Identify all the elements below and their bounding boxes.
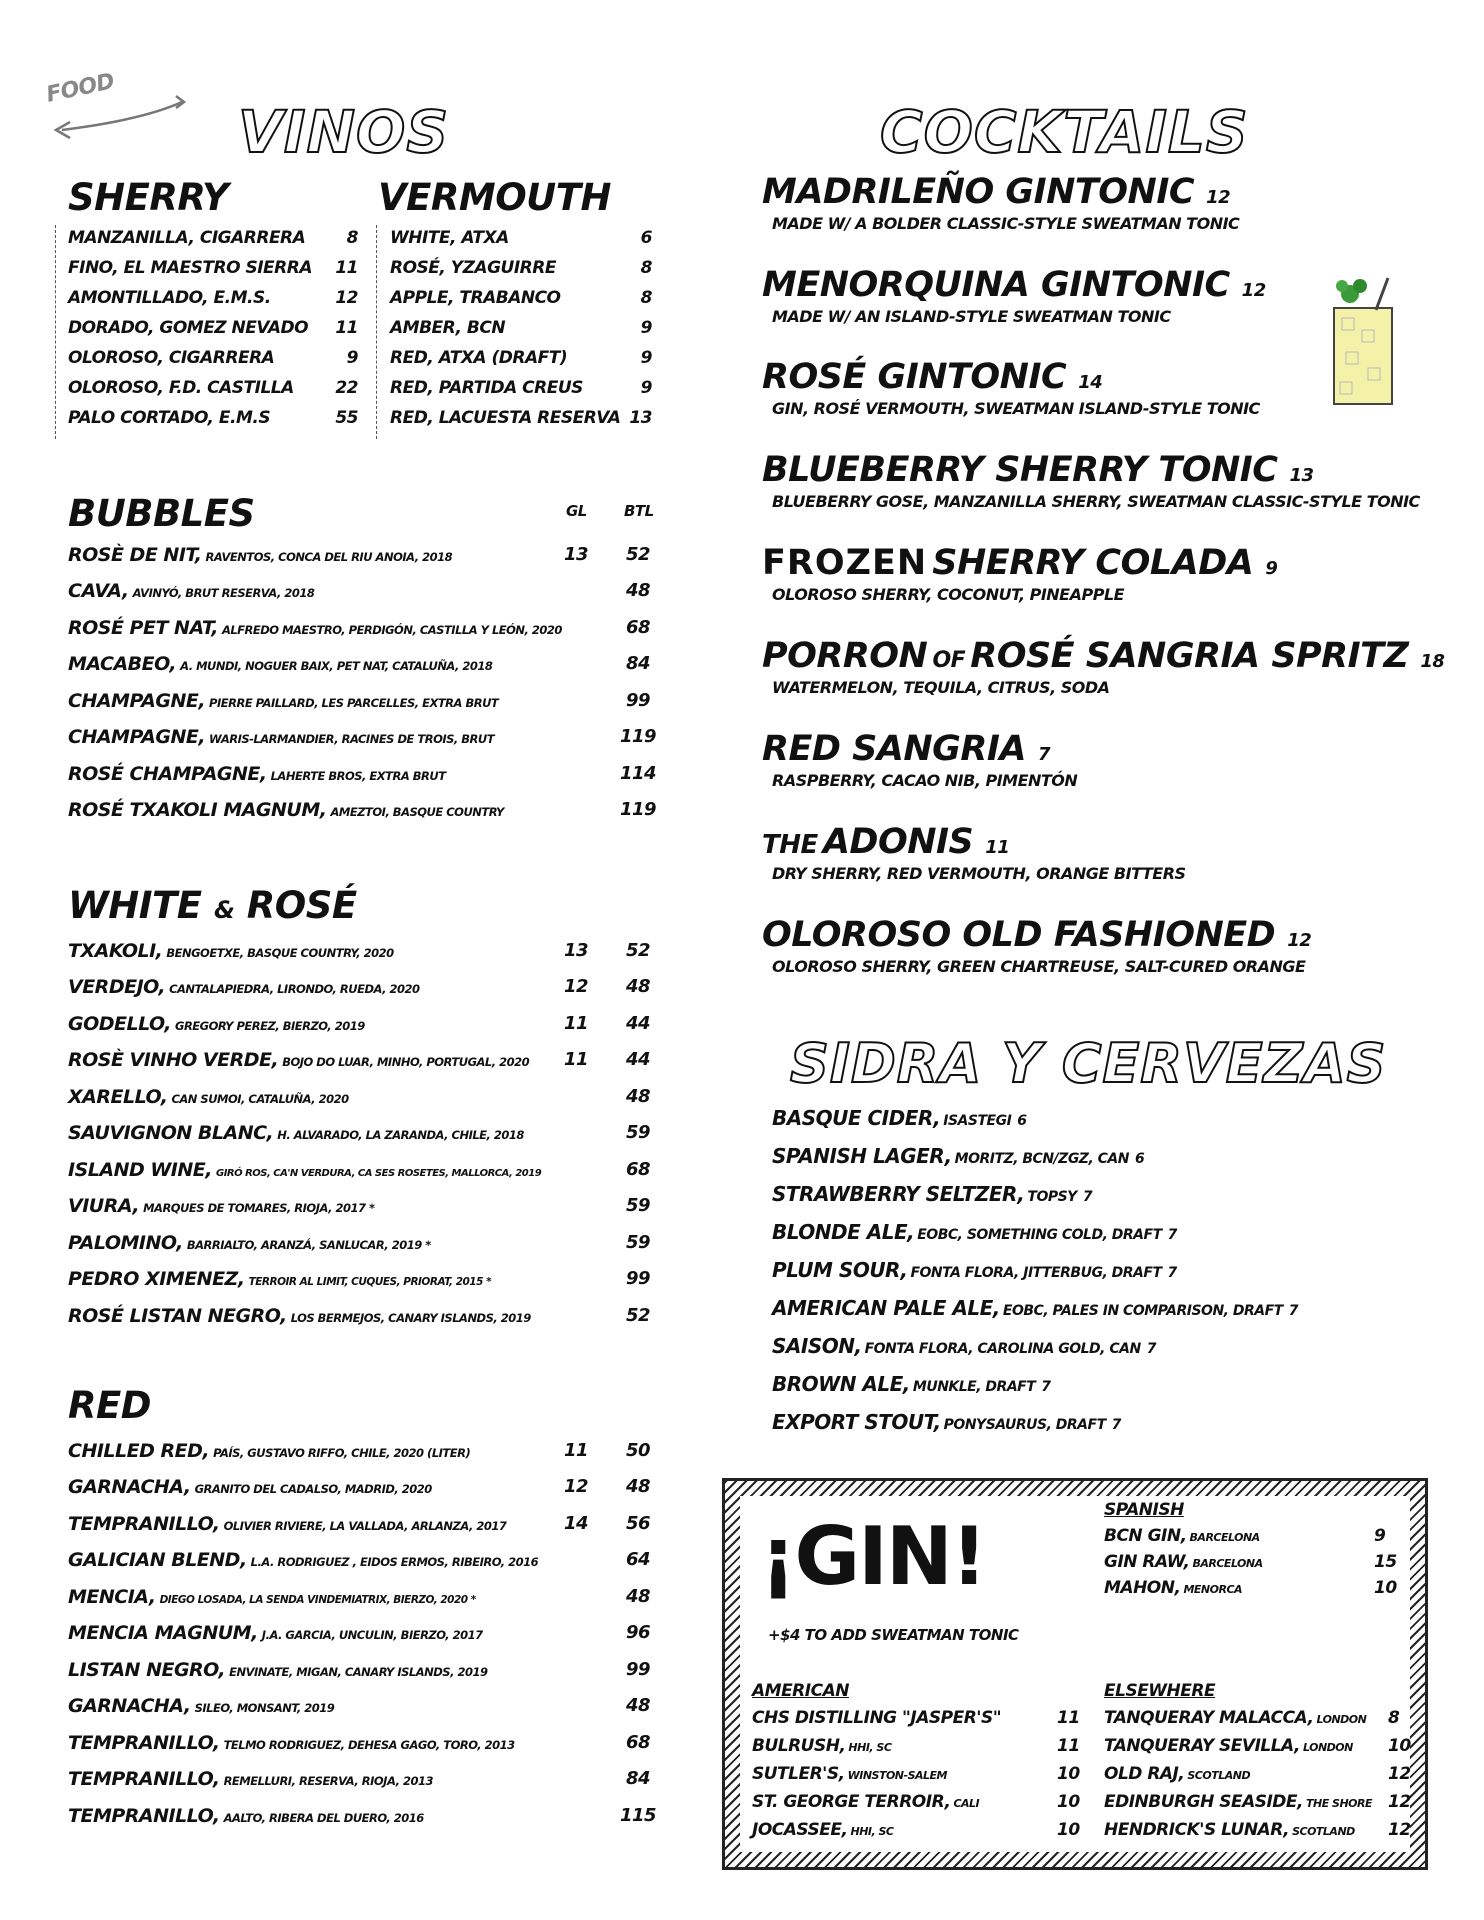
gin-tonic-glass-icon [1320, 272, 1410, 412]
list-item: SAUVIGNON BLANC, H. ALVARADO, LA ZARANDA, CHILE, 2018 59 [68, 1122, 651, 1144]
list-item: EDINBURGH SEASIDE, THE SHORE 12 [1104, 1792, 1411, 1812]
gin-elsewhere-title: ELSEWHERE [1104, 1681, 1216, 1701]
gin-spanish-title: SPANISH [1104, 1500, 1184, 1520]
list-item: MENCIA MAGNUM, J.A. GARCIA, UNCULIN, BIERZO, 2017 96 [68, 1622, 651, 1644]
gin-elsewhere-list [1104, 1708, 1411, 1848]
list-item: XARELLO, CAN SUMOI, CATALUÑA, 2020 48 [68, 1086, 651, 1108]
gin-tonic-note: +$4 TO ADD SWEATMAN TONIC [768, 1626, 1019, 1644]
list-item: BASQUE CIDER, ISASTEGI 6 [772, 1106, 1027, 1130]
list-item: GODELLO, GREGORY PEREZ, BIERZO, 2019 11 44 [68, 1013, 651, 1035]
list-item: TEMPRANILLO, AALTO, RIBERA DEL DUERO, 2016 115 [68, 1805, 657, 1827]
list-item: PALOMINO, BARRIALTO, ARANZÁ, SANLUCAR, 2019 * 59 [68, 1232, 651, 1254]
list-item: WHITE, ATXA 6 [390, 228, 652, 248]
list-item: CHAMPAGNE, PIERRE PAILLARD, LES PARCELLES, EXTRA BRUT 99 [68, 690, 651, 712]
list-item: AMERICAN PALE ALE, EOBC, PALES IN COMPARISON, DRAFT 7 [772, 1296, 1298, 1320]
list-item: TEMPRANILLO, OLIVIER RIVIERE, LA VALLADA, ARLANZA, 2017 14 56 [68, 1513, 651, 1535]
list-item: RED, ATXA (DRAFT) 9 [390, 348, 652, 368]
list-item: MAHON, MENORCA 10 [1104, 1578, 1397, 1598]
cocktail-item: THE ADONIS 11 DRY SHERRY, RED VERMOUTH, ORANGE BITTERS [762, 822, 1186, 883]
vermouth-divider [376, 225, 377, 439]
red-list [68, 1440, 668, 1840]
list-item: VIURA, MARQUES DE TOMARES, RIOJA, 2017 * 59 [68, 1195, 651, 1217]
col-header-btl: BTL [624, 502, 654, 520]
sidra-title: SIDRA Y CERVEZAS [790, 1032, 1387, 1095]
list-item: TXAKOLI, BENGOETXE, BASQUE COUNTRY, 2020 13 52 [68, 940, 651, 962]
list-item: TEMPRANILLO, REMELLURI, RESERVA, RIOJA, 2013 84 [68, 1768, 651, 1790]
list-item: PLUM SOUR, FONTA FLORA, JITTERBUG, DRAFT 7 [772, 1258, 1177, 1282]
list-item: MACABEO, A. MUNDI, NOGUER BAIX, PET NAT, CATALUÑA, 2018 84 [68, 653, 651, 675]
cocktail-item: PORRON OF ROSÉ SANGRIA SPRITZ 18 WATERMELON, TEQUILA, CITRUS, SODA [762, 636, 1445, 697]
vermouth-title: VERMOUTH [378, 176, 611, 219]
list-item: PALO CORTADO, E.M.S 55 [68, 408, 358, 428]
list-item: GIN RAW, BARCELONA 15 [1104, 1552, 1397, 1572]
list-item: CHILLED RED, PAÍS, GUSTAVO RIFFO, CHILE, 2020 (LITER) 11 50 [68, 1440, 651, 1462]
vinos-title: VINOS [238, 98, 450, 166]
list-item: TANQUERAY SEVILLA, LONDON 10 [1104, 1736, 1411, 1756]
cocktail-item: ROSÉ GINTONIC 14 GIN, ROSÉ VERMOUTH, SWEATMAN ISLAND-STYLE TONIC [762, 357, 1260, 418]
gin-box [722, 1478, 1428, 1870]
cocktail-item: MADRILEÑO GINTONIC 12 MADE W/ A BOLDER CLASSIC-STYLE SWEATMAN TONIC [762, 172, 1240, 233]
list-item: ROSÉ LISTAN NEGRO, LOS BERMEJOS, CANARY ISLANDS, 2019 52 [68, 1305, 651, 1327]
cocktail-item: FROZEN SHERRY COLADA 9 OLOROSO SHERRY, COCONUT, PINEAPPLE [762, 543, 1278, 604]
list-item: SAISON, FONTA FLORA, CAROLINA GOLD, CAN 7 [772, 1334, 1156, 1358]
cocktail-item: RED SANGRIA 7 RASPBERRY, CACAO NIB, PIMENTÓN [762, 729, 1078, 790]
white-rose-list [68, 940, 668, 1340]
cocktail-item: MENORQUINA GINTONIC 12 MADE W/ AN ISLAND-STYLE SWEATMAN TONIC [762, 265, 1266, 326]
sherry-list [68, 228, 358, 443]
bubbles-list [68, 544, 668, 821]
list-item: MANZANILLA, CIGARRERA 8 [68, 228, 358, 248]
cocktail-item: OLOROSO OLD FASHIONED 12 OLOROSO SHERRY, GREEN CHARTREUSE, SALT-CURED ORANGE [762, 915, 1312, 976]
list-item: AMONTILLADO, E.M.S. 12 [68, 288, 358, 308]
list-item: RED, LACUESTA RESERVA 13 [390, 408, 652, 428]
list-item: CHS DISTILLING "JASPER'S" 11 [752, 1708, 1080, 1728]
vermouth-list [390, 228, 652, 443]
list-item: MENCIA, DIEGO LOSADA, LA SENDA VINDEMIATRIX, BIERZO, 2020 * 48 [68, 1586, 651, 1608]
list-item: APPLE, TRABANCO 8 [390, 288, 652, 308]
sherry-title: SHERRY [68, 176, 229, 219]
list-item: ROSÉ CHAMPAGNE, LAHERTE BROS, EXTRA BRUT 114 [68, 763, 657, 785]
list-item: STRAWBERRY SELTZER, TOPSY 7 [772, 1182, 1093, 1206]
list-item: BLONDE ALE, EOBC, SOMETHING COLD, DRAFT 7 [772, 1220, 1177, 1244]
list-item: ST. GEORGE TERROIR, CALI 10 [752, 1792, 1080, 1812]
list-item: SPANISH LAGER, MORITZ, BCN/ZGZ, CAN 6 [772, 1144, 1145, 1168]
list-item: VERDEJO, CANTALAPIEDRA, LIRONDO, RUEDA, 2020 12 48 [68, 976, 651, 998]
list-item: DORADO, GOMEZ NEVADO 11 [68, 318, 358, 338]
list-item: RED, PARTIDA CREUS 9 [390, 378, 652, 398]
col-header-gl: GL [566, 502, 587, 520]
list-item: SUTLER'S, WINSTON-SALEM 10 [752, 1764, 1080, 1784]
gin-american-title: AMERICAN [752, 1681, 849, 1701]
gin-box-inner [740, 1496, 1410, 1852]
list-item: ISLAND WINE, GIRÓ ROS, CA'N VERDURA, CA SES ROSETES, MALLORCA, 2019 68 [68, 1159, 651, 1181]
list-item: ROSÉ TXAKOLI MAGNUM, AMEZTOI, BASQUE COUNTRY 119 [68, 799, 657, 821]
list-item: GARNACHA, GRANITO DEL CADALSO, MADRID, 2020 12 48 [68, 1476, 651, 1498]
sherry-divider [55, 225, 56, 439]
red-title: RED [68, 1384, 151, 1427]
list-item: GALICIAN BLEND, L.A. RODRIGUEZ , EIDOS ERMOS, RIBEIRO, 2016 64 [68, 1549, 651, 1571]
list-item: ROSÉ, YZAGUIRRE 8 [390, 258, 652, 278]
list-item: PEDRO XIMENEZ, TERROIR AL LIMIT, CUQUES, PRIORAT, 2015 * 99 [68, 1268, 651, 1290]
gin-title: ¡GIN! [760, 1510, 986, 1603]
gin-american-list [752, 1708, 1082, 1848]
list-item: TANQUERAY MALACCA, LONDON 8 [1104, 1708, 1400, 1728]
list-item: ROSÈ DE NIT, RAVENTOS, CONCA DEL RIU ANOIA, 2018 13 52 [68, 544, 651, 566]
food-link-label: FOOD [44, 69, 117, 108]
list-item: LISTAN NEGRO, ENVINATE, MIGAN, CANARY ISLANDS, 2019 99 [68, 1659, 651, 1681]
white-rose-title: WHITE & ROSÉ [68, 884, 357, 927]
bubbles-title: BUBBLES [68, 492, 255, 535]
list-item: JOCASSEE, HHI, SC 10 [752, 1820, 1080, 1840]
cocktails-title: COCKTAILS [880, 98, 1249, 166]
list-item: EXPORT STOUT, PONYSAURUS, DRAFT 7 [772, 1410, 1121, 1434]
list-item: OLD RAJ, SCOTLAND 12 [1104, 1764, 1411, 1784]
list-item: OLOROSO, F.D. CASTILLA 22 [68, 378, 358, 398]
list-item: AMBER, BCN 9 [390, 318, 652, 338]
list-item: BROWN ALE, MUNKLE, DRAFT 7 [772, 1372, 1051, 1396]
list-item: HENDRICK'S LUNAR, SCOTLAND 12 [1104, 1820, 1411, 1840]
list-item: OLOROSO, CIGARRERA 9 [68, 348, 358, 368]
arrow-left-icon [42, 70, 192, 150]
cocktail-item: BLUEBERRY SHERRY TONIC 13 BLUEBERRY GOSE, MANZANILLA SHERRY, SWEATMAN CLASSIC-STYLE TONIC [762, 450, 1420, 511]
list-item: ROSÈ VINHO VERDE, BOJO DO LUAR, MINHO, PORTUGAL, 2020 11 44 [68, 1049, 651, 1071]
list-item: BCN GIN, BARCELONA 9 [1104, 1526, 1386, 1546]
list-item: GARNACHA, SILEO, MONSANT, 2019 48 [68, 1695, 651, 1717]
list-item: CHAMPAGNE, WARIS-LARMANDIER, RACINES DE TROIS, BRUT 119 [68, 726, 657, 748]
food-link[interactable] [42, 70, 192, 150]
list-item: BULRUSH, HHI, SC 11 [752, 1736, 1080, 1756]
gin-spanish-list [1104, 1526, 1397, 1610]
list-item: CAVA, AVINYÓ, BRUT RESERVA, 2018 48 [68, 580, 651, 602]
list-item: FINO, EL MAESTRO SIERRA 11 [68, 258, 358, 278]
beer-list [772, 1106, 1412, 1446]
list-item: ROSÉ PET NAT, ALFREDO MAESTRO, PERDIGÓN, CASTILLA Y LEÓN, 2020 68 [68, 617, 651, 639]
list-item: TEMPRANILLO, TELMO RODRIGUEZ, DEHESA GAGO, TORO, 2013 68 [68, 1732, 651, 1754]
